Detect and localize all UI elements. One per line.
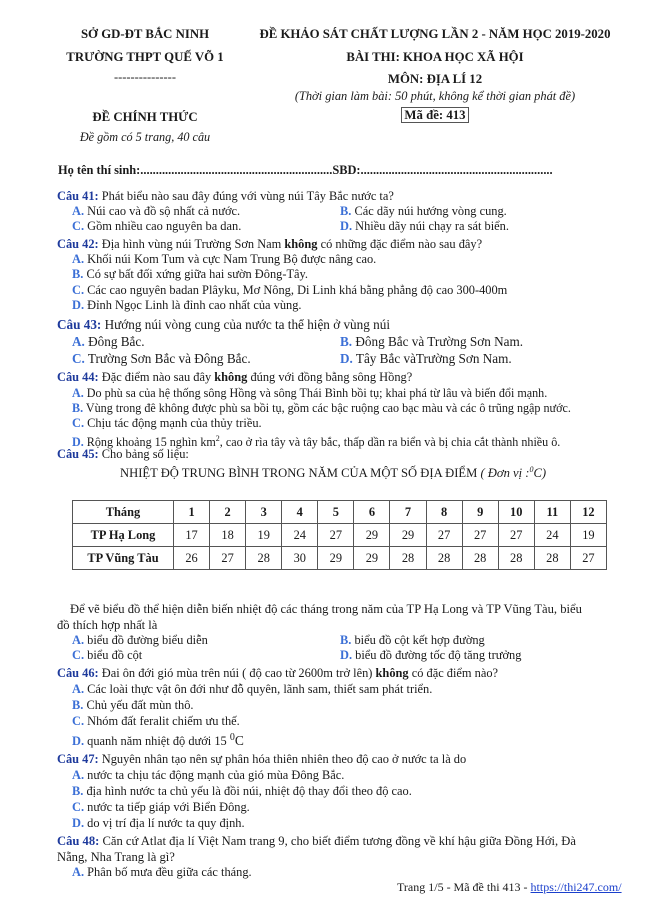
option-letter: B. — [340, 204, 352, 218]
option-text: Nhóm đất feralit chiếm ưu thế. — [84, 714, 240, 728]
question-label: Câu 47: — [57, 752, 99, 766]
option-d[interactable] — [72, 731, 244, 748]
table-cell: 27 — [318, 524, 354, 547]
option-a[interactable] — [72, 386, 547, 400]
question-emphasis: không — [284, 237, 318, 251]
table-cell: 29 — [390, 524, 426, 547]
option-letter: A. — [72, 633, 85, 647]
row-label: TP Vũng Tàu — [73, 547, 174, 570]
question-emphasis: không — [214, 370, 248, 384]
option-text: Nhiều dãy núi chạy ra sát biển. — [352, 219, 509, 233]
question-text: Nẵng, Nha Trang là gì? — [57, 850, 175, 864]
option-b[interactable] — [340, 204, 507, 218]
question-label: Câu 42: — [57, 237, 99, 251]
question-text: Địa hình vùng núi Trường Sơn Nam — [98, 237, 285, 251]
month-cell: 7 — [390, 501, 426, 524]
question-label: Câu 41: — [57, 189, 99, 203]
table-cell: 28 — [534, 547, 570, 570]
table-cell: 28 — [426, 547, 462, 570]
option-letter: B. — [340, 633, 352, 647]
option-letter: A. — [72, 204, 85, 218]
option-letter: C. — [72, 283, 85, 297]
question-text: có đặc điểm nào? — [408, 666, 499, 680]
option-text: do vị trí địa lí nước ta quy định. — [84, 816, 245, 830]
month-cell: 11 — [534, 501, 570, 524]
option-c[interactable] — [72, 352, 251, 366]
table-header-cell: Tháng — [73, 501, 174, 524]
option-text: Chịu tác động mạnh của thủy triều. — [84, 416, 262, 430]
question-label: Câu 45: — [57, 447, 99, 461]
option-letter: C. — [72, 416, 85, 430]
pages-note: Đề gồm có 5 trang, 40 câu — [79, 130, 211, 144]
question-text: Hướng núi vòng cung của nước ta thể hiện ở vùng núi — [101, 317, 390, 332]
option-d[interactable] — [72, 816, 245, 830]
option-letter: D. — [340, 648, 353, 662]
option-c[interactable] — [72, 800, 250, 814]
option-letter: B. — [340, 334, 353, 349]
superscript: 0 — [229, 732, 235, 743]
month-cell: 8 — [426, 501, 462, 524]
option-letter: A. — [72, 386, 84, 400]
table-cell: 28 — [498, 547, 534, 570]
header-divider: --------------- — [114, 70, 176, 84]
option-a[interactable] — [72, 682, 432, 696]
footer-link[interactable]: https://thi247.com/ — [530, 880, 622, 894]
option-letter: C. — [72, 648, 85, 662]
option-text: biểu đồ cột — [84, 648, 143, 662]
option-letter: D. — [72, 816, 85, 830]
question-label: Câu 46: — [57, 666, 99, 680]
school-name: TRƯỜNG THPT QUẾ VÕ 1 — [66, 50, 224, 64]
table-cell: 29 — [354, 547, 390, 570]
table-unit: C) — [533, 466, 547, 481]
option-text: Rộng khoảng 15 nghìn km — [83, 435, 216, 450]
option-text: Các dãy núi hướng vòng cung. — [351, 204, 507, 218]
table-row — [73, 524, 607, 547]
option-text: Vùng trong đê không được phù sa bồi tụ, gồm các bậc ruộng cao bạc màu và các ô trũng ngập nước. — [83, 401, 571, 415]
option-text: nước ta chịu tác động mạnh của gió mùa Đông Bắc. — [84, 768, 345, 782]
option-b[interactable] — [340, 335, 523, 349]
option-text: quanh năm nhiệt độ dưới 15 — [84, 734, 230, 749]
option-b[interactable] — [72, 267, 308, 281]
option-a[interactable] — [72, 633, 208, 647]
option-text: biểu đồ đường biểu diễn — [84, 633, 208, 647]
month-cell: 2 — [210, 501, 246, 524]
month-cell: 3 — [246, 501, 282, 524]
table-cell: 26 — [174, 547, 210, 570]
page-footer — [397, 880, 622, 894]
option-text: Núi cao và đồ sộ nhất cả nước. — [84, 204, 241, 218]
question-label: Câu 44: — [57, 370, 99, 384]
question-text: Căn cứ Atlat địa lí Việt Nam trang 9, cho biết điểm tương đồng về khí hậu giữa Đồng Hới, Đà — [99, 834, 576, 848]
month-cell: 12 — [570, 501, 606, 524]
option-letter: D. — [72, 435, 84, 450]
option-c[interactable] — [72, 416, 262, 430]
superscript: 0 — [529, 465, 534, 474]
official-label: ĐỀ CHÍNH THỨC — [92, 110, 198, 124]
option-text: Đông Bắc và Trường Sơn Nam. — [352, 334, 524, 349]
option-b[interactable] — [72, 401, 571, 415]
table-cell: 27 — [570, 547, 606, 570]
option-text: Trường Sơn Bắc và Đông Bắc. — [84, 351, 251, 366]
option-text: Do phù sa của hệ thống sông Hồng và sông Thái Bình bồi tụ; khai phá từ lâu và biến đổi mạnh. — [83, 386, 548, 400]
table-unit: ( Đơn vị : — [480, 466, 530, 481]
option-text: địa hình nước ta chủ yếu là đồi núi, nhiệt độ thay đổi theo độ cao. — [83, 784, 412, 798]
option-a[interactable] — [72, 252, 376, 266]
table-cell: 19 — [246, 524, 282, 547]
table-cell: 24 — [282, 524, 318, 547]
duration-note: (Thời gian làm bài: 50 phút, không kể thời gian phát đề) — [294, 89, 576, 103]
option-d[interactable] — [72, 298, 302, 312]
option-letter: A. — [72, 865, 85, 879]
option-text: Đỉnh Ngọc Linh là đỉnh cao nhất của vùng. — [84, 298, 302, 312]
option-letter: B. — [72, 698, 84, 712]
option-a[interactable] — [72, 865, 252, 879]
option-letter: B. — [72, 267, 84, 281]
question-label: Câu 48: — [57, 834, 100, 848]
option-text: Phân bố mưa đều giữa các tháng. — [84, 865, 252, 879]
test-name: BÀI THI: KHOA HỌC XÃ HỘI — [346, 50, 524, 64]
option-letter: D. — [340, 219, 353, 233]
table-cell: 29 — [354, 524, 390, 547]
option-letter: D. — [340, 351, 353, 366]
temperature-table — [72, 500, 607, 570]
option-letter: B. — [72, 784, 84, 798]
option-text: Các loài thực vật ôn đới như đỗ quyên, lãnh sam, thiết sam phát triển. — [84, 682, 433, 696]
option-b[interactable] — [72, 698, 194, 712]
option-text: Đông Bắc. — [84, 334, 145, 349]
option-c[interactable] — [72, 648, 142, 662]
option-letter: B. — [72, 401, 84, 415]
option-letter: D. — [72, 298, 85, 312]
option-d[interactable] — [340, 352, 512, 366]
option-letter: A. — [72, 682, 85, 696]
question-text: có những đặc điểm nào sau đây? — [317, 237, 483, 251]
option-text: nước ta tiếp giáp với Biển Đông. — [84, 800, 250, 814]
option-c[interactable] — [72, 714, 240, 728]
table-cell: 28 — [246, 547, 282, 570]
superscript: 2 — [215, 434, 220, 443]
option-letter: C. — [72, 800, 85, 814]
question-text: Đai ôn đới gió mùa trên núi ( độ cao từ 2600m trở lên) — [98, 666, 376, 680]
question-text: Đặc điểm nào sau đây — [98, 370, 215, 384]
table-cell: 17 — [174, 524, 210, 547]
month-cell: 5 — [318, 501, 354, 524]
table-cell: 28 — [390, 547, 426, 570]
option-b[interactable] — [340, 633, 485, 647]
table-cell: 27 — [426, 524, 462, 547]
table-cell: 19 — [570, 524, 606, 547]
option-letter: C. — [72, 219, 85, 233]
option-letter: C. — [72, 351, 85, 366]
month-cell: 4 — [282, 501, 318, 524]
option-text: Tây Bắc vàTrường Sơn Nam. — [352, 351, 512, 366]
question-label: Câu 43: — [57, 317, 102, 332]
month-cell: 6 — [354, 501, 390, 524]
table-cell: 27 — [462, 524, 498, 547]
table-title-text: NHIỆT ĐỘ TRUNG BÌNH TRONG NĂM CỦA MỘT SỐ ĐỊA ĐIỂM — [120, 466, 481, 481]
question-text: Cho bảng số liệu: — [98, 447, 189, 461]
table-cell: 28 — [462, 547, 498, 570]
exam-code-box: Mã đề: 413 — [401, 107, 468, 123]
table-cell: 30 — [282, 547, 318, 570]
question-text: Nguyên nhân tạo nên sự phân hóa thiên nhiên theo độ cao ở nước ta là do — [98, 752, 467, 766]
option-letter: D. — [72, 734, 85, 749]
table-cell: 27 — [210, 547, 246, 570]
month-cell: 1 — [174, 501, 210, 524]
question-text: đúng với đồng bằng sông Hồng? — [247, 370, 413, 384]
row-label: TP Hạ Long — [73, 524, 174, 547]
department-name: SỞ GD-ĐT BẮC NINH — [80, 27, 210, 41]
option-c[interactable] — [72, 219, 241, 233]
month-cell: 9 — [462, 501, 498, 524]
table-cell: 24 — [534, 524, 570, 547]
option-b[interactable] — [72, 784, 412, 798]
option-text: , cao ở rìa tây và tây bắc, thấp dần ra biển và bị chia cắt thành nhiều ô. — [219, 435, 561, 450]
table-cell: 18 — [210, 524, 246, 547]
table-title — [120, 463, 546, 480]
option-letter: A. — [72, 252, 85, 266]
option-d[interactable] — [340, 648, 521, 662]
footer-text: Trang 1/5 - Mã đề thi 413 - — [397, 880, 531, 894]
option-text: Gồm nhiều cao nguyên ba dan. — [84, 219, 242, 233]
option-text: Khối núi Kom Tum và cực Nam Trung Bộ được nâng cao. — [84, 252, 377, 266]
option-a[interactable] — [72, 768, 344, 782]
question-prompt: đồ thích hợp nhất là — [57, 618, 158, 632]
table-cell: 29 — [318, 547, 354, 570]
month-cell: 10 — [498, 501, 534, 524]
table-header-row — [73, 501, 607, 524]
option-a[interactable] — [72, 204, 240, 218]
option-letter: C. — [72, 714, 85, 728]
exam-title: ĐỀ KHẢO SÁT CHẤT LƯỢNG LẦN 2 - NĂM HỌC 2019-2020 — [259, 27, 611, 41]
question-text: Phát biểu nào sau đây đúng với vùng núi Tây Bắc nước ta? — [98, 189, 394, 203]
table-row — [73, 547, 607, 570]
table-cell: 27 — [498, 524, 534, 547]
option-text: Có sự bất đối xứng giữa hai sườn Đông-Tây. — [83, 267, 309, 281]
option-c[interactable] — [72, 283, 507, 297]
option-text: biểu đồ cột kết hợp đường — [351, 633, 485, 647]
option-text: Các cao nguyên badan Plâyku, Mơ Nông, Di Linh khá bằng phẳng độ cao 300-400m — [84, 283, 508, 297]
option-text: C — [234, 733, 244, 749]
candidate-info-line: Họ tên thí sinh:..............................................................SBD:.............................................................. — [58, 163, 553, 177]
option-a[interactable] — [72, 335, 145, 349]
subject-name: MÔN: ĐỊA LÍ 12 — [387, 72, 483, 86]
option-text: biểu đồ đường tốc độ tăng trưởng — [352, 648, 522, 662]
option-d[interactable] — [340, 219, 509, 233]
option-letter: A. — [72, 768, 85, 782]
option-text: Chủ yếu đất mùn thô. — [83, 698, 194, 712]
question-emphasis: không — [375, 666, 409, 680]
question-prompt: Để vẽ biểu đồ thể hiện diễn biến nhiệt độ các tháng trong năm của TP Hạ Long và TP Vũng Tàu, biểu — [70, 602, 582, 616]
option-letter: A. — [72, 334, 85, 349]
